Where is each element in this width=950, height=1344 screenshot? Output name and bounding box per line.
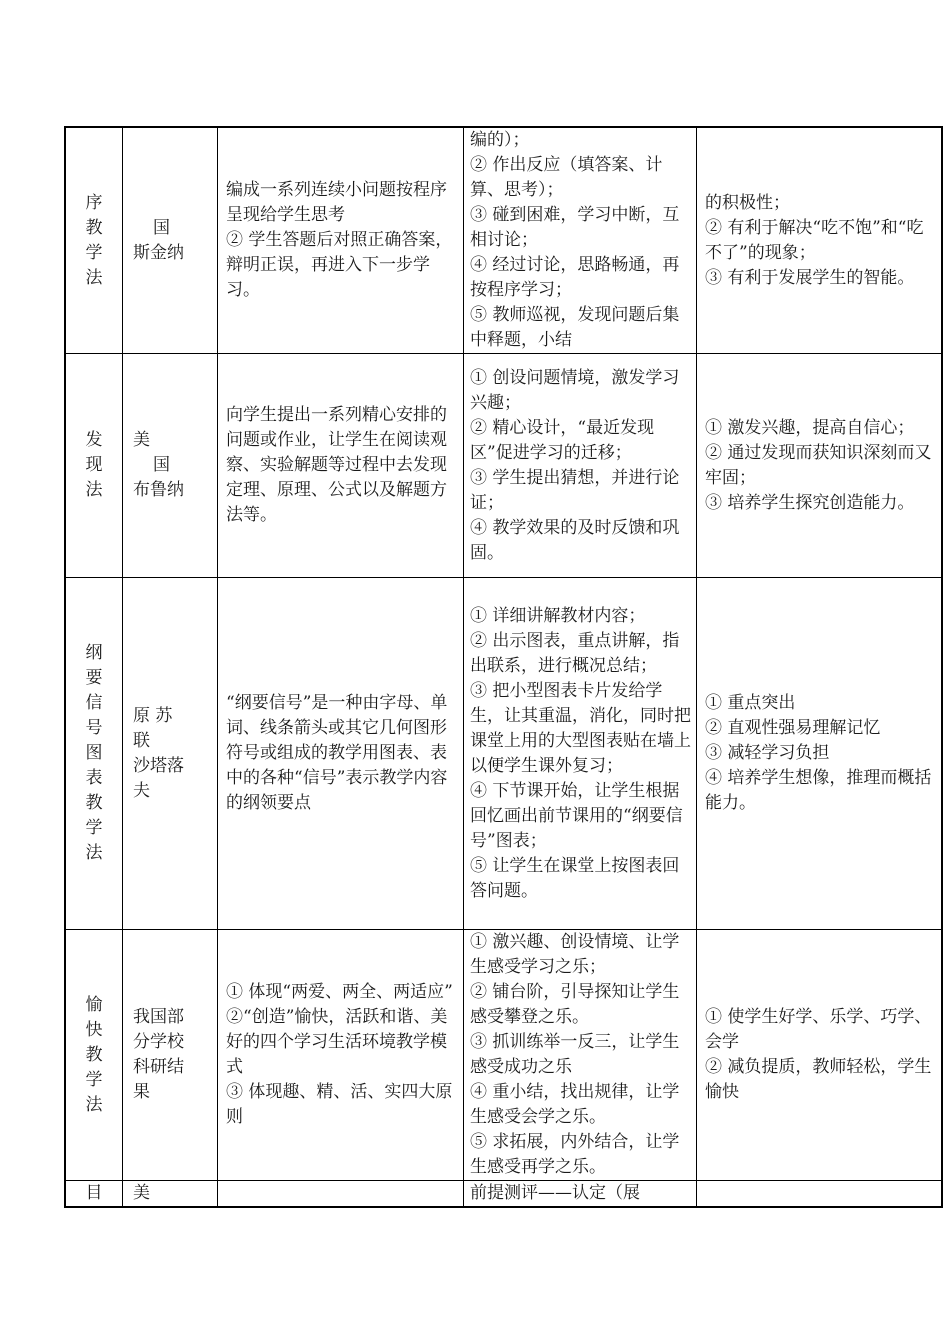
method-definition-cell — [218, 127, 464, 354]
method-definition-cell — [218, 578, 464, 930]
method-effects: ① 激发兴趣，提高自信心； ② 通过发现而获知识深刻而又牢固； ③ 培养学生探究创造能力。 — [705, 417, 932, 513]
method-step: ③ 抓训练举一反三，让学生感受成功之乐 — [470, 1032, 680, 1077]
method-origin-line: 我国部 — [133, 1007, 184, 1027]
method-origin-line: 美 — [133, 1183, 150, 1203]
teaching-methods-table — [64, 126, 943, 1208]
method-step: ② 作出反应（填答案、计算、思考）； — [470, 155, 663, 200]
method-step: ② 出示图表，重点讲解，指出联系，进行概况总结； — [470, 630, 680, 676]
method-name-cell — [65, 127, 123, 354]
method-effects: ① 重点突出 ② 直观性强易理解记忆 ③ 减轻学习负担 ④ 培养学生想像，推理而概括能力。 — [705, 693, 932, 813]
method-effects-cell — [697, 578, 943, 930]
table-row — [65, 930, 942, 1181]
method-step: ② 铺台阶，引导探知让学生感受攀登之乐。 — [470, 982, 680, 1027]
method-origin-line: 联 — [133, 730, 150, 751]
method-step: ① 创设问题情境，激发学习兴趣； — [470, 367, 680, 413]
method-definition: ① 体现“两爱、两全、两适应” ②“创造”愉快，活跃和谐、美好的四个学习生活环境教学模式 ③ 体现趣、精、活、实四大原则 — [226, 982, 453, 1127]
method-step: ③ 学生提出猜想，并进行论证； — [470, 467, 680, 513]
method-step: ④ 下节课开始，让学生根据回忆画出前节课用的“纲要信号”图表； — [470, 780, 683, 851]
method-effects-cell — [697, 930, 943, 1181]
method-effects-cell — [697, 127, 943, 354]
method-effects: 的积极性； ② 有利于解决“吃不饱”和“吃不了”的现象； ③ 有利于发展学生的智能。 — [705, 192, 924, 288]
method-origin-cell — [123, 578, 218, 930]
method-steps-cell — [464, 127, 697, 354]
table-row — [65, 578, 942, 930]
method-origin-cell — [123, 930, 218, 1181]
method-effects-cell — [697, 1181, 943, 1208]
method-name-cell — [65, 930, 123, 1181]
method-step: ④ 经过讨论，思路畅通，再按程序学习； — [470, 255, 680, 300]
method-name: 发现法 — [85, 430, 103, 500]
method-origin-line: 科研结 — [133, 1057, 184, 1077]
method-name-cell — [65, 578, 123, 930]
method-origin-line: 美 — [133, 430, 150, 450]
method-definition: 编成一系列连续小问题按程序呈现给学生思考 ② 学生答题后对照正确答案，辩明正误，再进入下一步学习。 — [226, 180, 453, 300]
method-definition-cell — [218, 1181, 464, 1208]
method-origin-line: 布鲁纳 — [133, 480, 184, 500]
method-step: ② 精心设计，“最近发现区”促进学习的迁移； — [470, 417, 655, 463]
method-step: ① 详细讲解教材内容； — [470, 605, 646, 626]
method-step: ⑤ 教师巡视，发现问题后集中释题，小结 — [470, 305, 680, 350]
method-step: ⑤ 让学生在课堂上按图表回答问题。 — [470, 855, 680, 901]
method-name: 序教学法 — [85, 192, 103, 288]
method-origin-line: 原 苏 — [133, 705, 173, 726]
method-step: 前提测评——认定（展 — [470, 1183, 640, 1203]
method-step: ⑤ 求拓展，内外结合，让学生感受再学之乐。 — [470, 1132, 680, 1177]
method-origin-line: 分学校 — [133, 1032, 184, 1052]
method-definition: “纲要信号”是一种由字母、单词、线条箭头或其它几何图形符号或组成的教学用图表、表中的各种“信号”表示教学内容的纲领要点 — [226, 693, 448, 813]
method-step: ④ 重小结，找出规律，让学生感受会学之乐。 — [470, 1082, 680, 1127]
method-origin-cell — [123, 354, 218, 578]
method-name: 目 — [85, 1183, 103, 1203]
method-steps-cell — [464, 354, 697, 578]
method-origin-cell — [123, 127, 218, 354]
method-step: ① 激兴趣、创设情境、让学生感受学习之乐； — [470, 932, 680, 977]
method-steps-cell — [464, 930, 697, 1181]
method-steps-cell — [464, 578, 697, 930]
method-name: 愉快教学法 — [85, 994, 103, 1115]
table-row — [65, 354, 942, 578]
method-effects: ① 使学生好学、乐学、巧学、会学 ② 减负提质，教师轻松，学生愉快 — [705, 1007, 932, 1102]
table-row — [65, 127, 942, 354]
method-step: ④ 教学效果的及时反馈和巩固。 — [470, 517, 680, 563]
method-name: 纲要信号图表教学法 — [85, 643, 103, 863]
table-row — [65, 1181, 942, 1208]
method-effects-cell — [697, 354, 943, 578]
method-origin-line: 夫 — [133, 780, 150, 801]
method-origin-line: 国 — [153, 455, 170, 475]
method-definition-cell — [218, 930, 464, 1181]
method-name-cell — [65, 1181, 123, 1208]
method-origin-line: 果 — [133, 1082, 150, 1102]
method-step: 编的）； — [470, 130, 530, 150]
method-definition: 向学生提出一系列精心安排的问题或作业，让学生在阅读观察、实验解题等过程中去发现定理、原理、公式以及解题方法等。 — [226, 405, 447, 525]
method-step: ③ 碰到困难，学习中断，互相讨论； — [470, 205, 680, 250]
method-steps-cell — [464, 1181, 697, 1208]
method-origin-line: 斯金纳 — [133, 242, 184, 263]
method-definition-cell — [218, 354, 464, 578]
method-name-cell — [65, 354, 123, 578]
method-step: ③ 把小型图表卡片发给学生，让其重温，消化，同时把课堂上用的大型图表贴在墙上以便学生课外复习； — [470, 680, 691, 776]
method-origin-line: 沙塔落 — [133, 755, 184, 776]
method-origin-cell — [123, 1181, 218, 1208]
method-origin-line: 国 — [153, 217, 170, 238]
